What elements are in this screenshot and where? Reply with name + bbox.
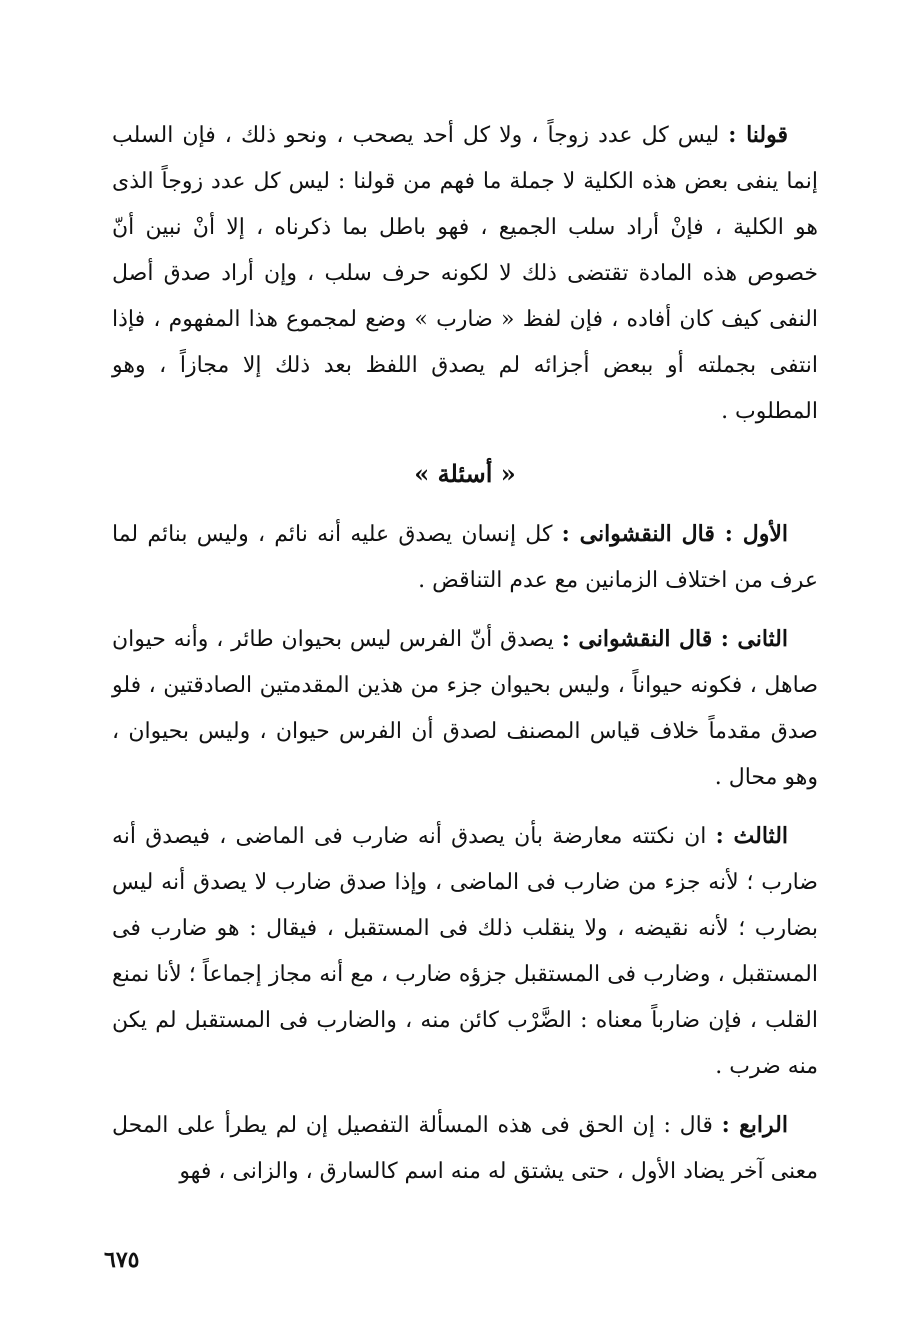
paragraph-1 bbox=[112, 112, 818, 435]
paragraph-2-lead: الأول : قال النقشوانى : bbox=[561, 521, 788, 547]
paragraph-4-text: ان نكتته معارضة بأن يصدق أنه ضارب فى الماضى ، فيصدق أنه ضارب ؛ لأنه جزء من ضارب فى الماضى ، وإذا صدق ضارب لا يصدق أنه ليس بضارب ؛ لأنه نقيضه ، ولا ينقلب ذلك فى المستقبل ، فيقال : هو ضارب فى المستقبل ، وضارب فى المستقبل جزؤه ضارب ، مع أنه مجاز إجماعاً ؛ لأنا نمنع القلب ، فإن ضارباً معناه : الضَّرْب كائن منه ، والضارب فى المستقبل لم يكن منه ضرب . bbox=[112, 824, 818, 1079]
section-heading: « أسئلة » bbox=[414, 459, 516, 488]
paragraph-1-text: ليس كل عدد زوجاً ، ولا كل أحد يصحب ، ونحو ذلك ، فإن السلب إنما ينفى بعض هذه الكلية لا جملة ما فهم من قولنا : ليس كل عدد زوجاً الذى هو الكلية ، فإنْ أراد سلب الجميع ، فهو باطل بما ذكرناه ، إلا أنْ نبين أنّ خصوص هذه المادة تقتضى ذلك لا لكونه حرف سلب ، وإن أراد صدق أصل النفى كيف كان أفاده ، فإن لفظ « ضارب » وضع لمجموع هذا المفهوم ، فإذا انتفى بجملته أو ببعض أجزائه لم يصدق اللفظ بعد ذلك إلا مجازاً ، وهو المطلوب . bbox=[112, 123, 818, 424]
paragraph-2 bbox=[112, 511, 818, 604]
paragraph-4-lead: الثالث : bbox=[715, 823, 789, 849]
paragraph-5-lead: الرابع : bbox=[721, 1112, 788, 1138]
page-body bbox=[112, 112, 818, 1195]
paragraph-5-text: قال : إن الحق فى هذه المسألة التفصيل إن لم يطرأ على المحل معنى آخر يضاد الأول ، حتى يشتق له منه اسم كالسارق ، والزانى ، فهو bbox=[112, 1113, 818, 1184]
paragraph-4 bbox=[112, 813, 818, 1090]
paragraph-3 bbox=[112, 616, 818, 801]
paragraph-3-lead: الثانى : قال النقشوانى : bbox=[561, 626, 788, 652]
paragraph-2-text: كل إنسان يصدق عليه أنه نائم ، وليس بنائم لما عرف من اختلاف الزمانين مع عدم التناقض . bbox=[112, 522, 818, 593]
paragraph-5 bbox=[112, 1102, 818, 1195]
paragraph-3-text: يصدق أنّ الفرس ليس بحيوان طائر ، وأنه حيوان صاهل ، فكونه حيواناً ، وليس بحيوان جزء من هذين المقدمتين الصادقتين ، فلو صدق مقدماً خلاف قياس المصنف لصدق أن الفرس حيوان ، وليس بحيوان ، وهو محال . bbox=[112, 627, 818, 790]
page-number: ٦٧٥ bbox=[104, 1247, 140, 1273]
paragraph-1-lead: قولنا : bbox=[728, 122, 788, 148]
